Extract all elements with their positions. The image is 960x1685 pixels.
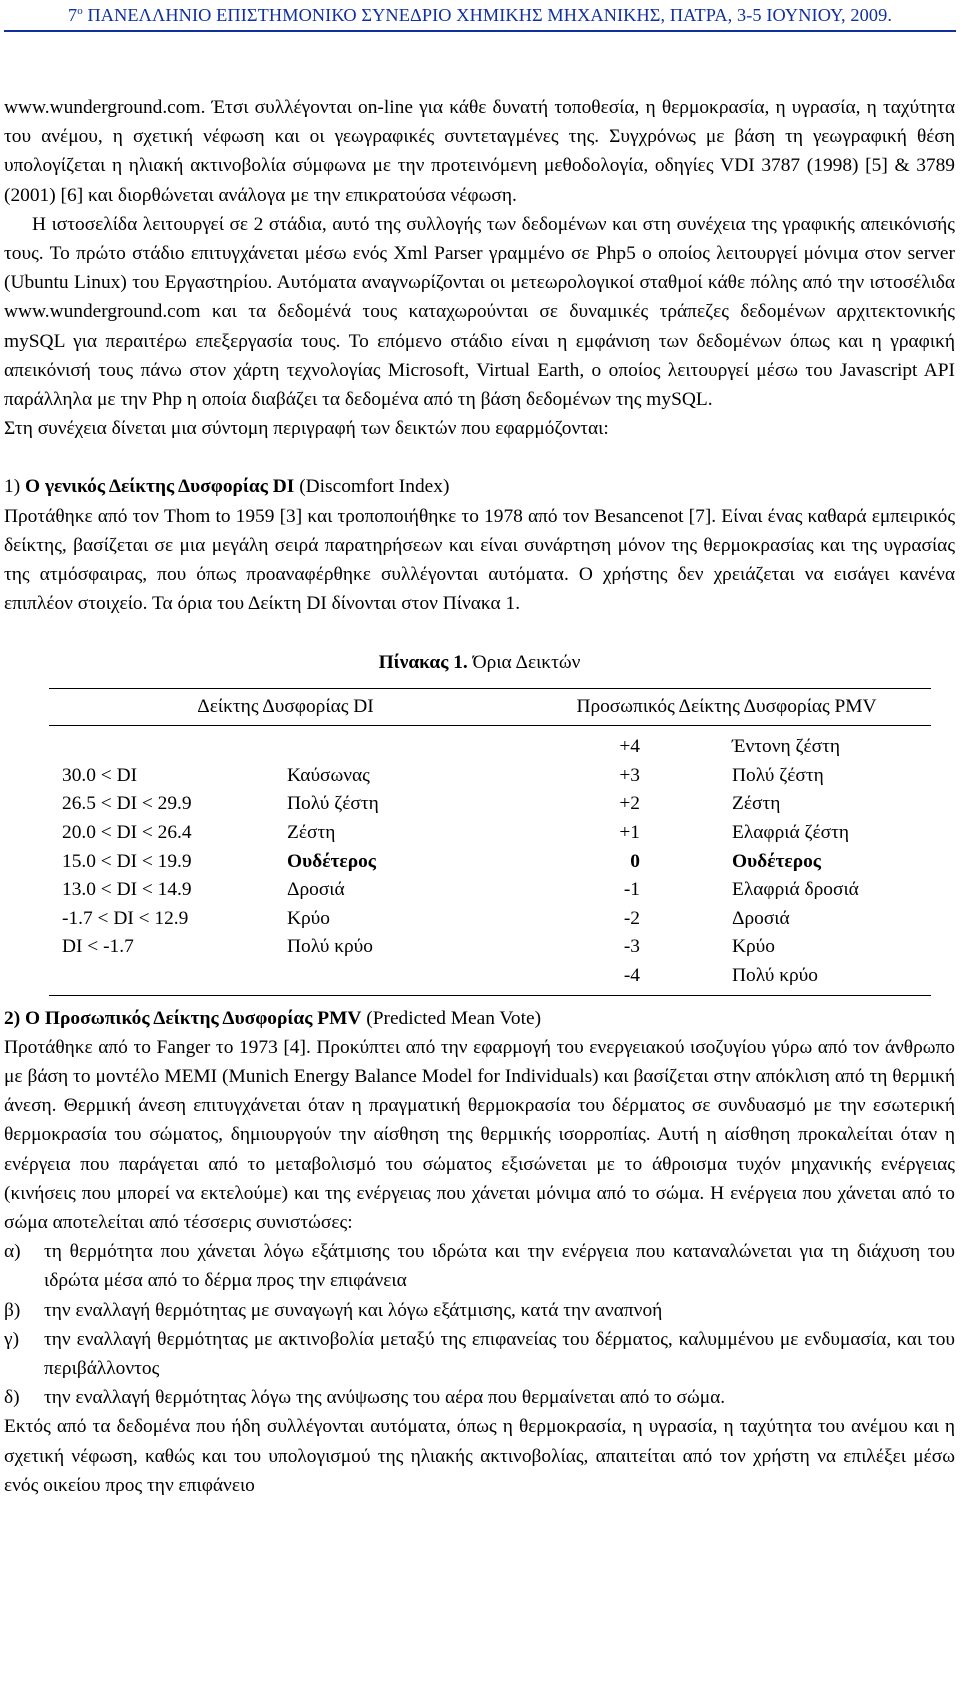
pmv-label-cell: Ελαφριά δροσιά: [732, 879, 859, 901]
section1-subtitle: (Discomfort Index): [299, 476, 450, 498]
section1-number: 1): [4, 476, 21, 498]
pmv-value-cell: -4: [522, 962, 640, 995]
index-limits-table: [49, 688, 931, 996]
di-range-cell: 15.0 < DI < 19.9: [62, 850, 192, 872]
pmv-value-cell: +3: [619, 764, 640, 786]
list-item-marker: α): [4, 1241, 21, 1263]
section2-body: Προτάθηκε από το Fanger το 1973 [4]. Προκύπτει από την εφαρμογή του ενεργειακού ισοζυγίου γύρω από τον άνθρωπο με βάση το μοντέλο MEMI (Munich Energy Balance Model for Individuals) και βασίζεται στην απόκλιση από τη θερμική άνεση. Θερμική άνεση επιτυγχάνεται όταν η πραγματική θερμοκρασία του δέρματος σε συνδυασμό με την εσωτερική θερμοκρασία του σώματος, δημιουργούν την αίσθηση της θερμικής ισορροπίας. Αυτή η αίσθηση προκαλείται όταν η ενέργεια που παράγεται από το μεταβολισμό του σώματος εξισώνεται με το άθροισμα τυχόν μηχανικής ενέργειας (κινήσεις που μπορεί να εκτελούμε) και της ενέργειας που χάνεται μόνιμα από το σώμα. Η ενέργεια που χάνεται από το σώμα αποτελείται από τέσσερις συνιστώσες:: [4, 1036, 955, 1234]
di-label-cell: [287, 962, 522, 995]
list-item: [4, 1383, 955, 1412]
list-item-text: την εναλλαγή θερμότητας με ακτινοβολία μεταξύ της επιφανείας του δέρματος, καλυμμένου με ενδυμασία, και του περιβάλλοντος: [44, 1328, 955, 1380]
running-header: [0, 0, 960, 30]
spacer: [4, 443, 955, 472]
header-conference: ΠΑΝΕΛΛΗΝΙΟ ΕΠΙΣΤΗΜΟΝΙΚΟ ΣΥΝΕΔΡΙΟ ΧΗΜΙΚΗΣ ΜΗΧΑΝΙΚΗΣ, ΠΑΤΡΑ, 3-5 ΙΟΥΝΙΟΥ, 2009.: [87, 5, 893, 25]
list-item-text: την εναλλαγή θερμότητας λόγω της ανύψωσης του αέρα που θερμαίνεται από το σώμα.: [44, 1387, 726, 1409]
header-ordinal: 7: [67, 5, 78, 25]
pmv-value-cell: -2: [623, 907, 640, 929]
list-item: [4, 1296, 955, 1325]
di-label-cell: [287, 726, 522, 762]
pmv-label-neutral: Ουδέτερος: [732, 850, 821, 872]
paragraph-intro: www.wunderground.com. Έτσι συλλέγονται on-line για κάθε δυνατή τοποθεσία, η θερμοκρασία, η υγρασία, η ταχύτητα του ανέμου, η σχετική νέφωση και οι γεωγραφικές συντεταγμένες της. Συγχρόνως με βάση τη γεωγραφική θέση υπολογίζεται η ηλιακή ακτινοβολία σύμφωνα με την προτεινόμενη μεθοδολογία, οδηγίες VDI 3787 (1998) [5] & 3789 (2001) [6] και διορθώνεται ανάλογα με την επικρατούσα νέφωση.: [4, 97, 955, 206]
pmv-label-cell: Ζέστη: [732, 793, 781, 815]
section2: [4, 1004, 955, 1500]
table-row: [49, 790, 931, 819]
table-row: [49, 819, 931, 848]
pmv-label-cell: Κρύο: [732, 936, 775, 958]
table-row: [49, 876, 931, 905]
paper-body: [4, 93, 955, 1500]
list-item: [4, 1237, 955, 1295]
di-range-cell: [49, 726, 287, 762]
pmv-label-cell: Ελαφριά ζέστη: [732, 822, 850, 844]
paragraph-indices-intro: Στη συνέχεια δίνεται μια σύντομη περιγραφή των δεικτών που εφαρμόζονται:: [4, 418, 609, 440]
pmv-value-cell: [522, 848, 640, 877]
section1-title: Ο γενικός Δείκτης Δυσφορίας DI: [25, 476, 295, 498]
section2-closing: Εκτός από τα δεδομένα που ήδη συλλέγονται αυτόματα, όπως η θερμοκρασία, η υγρασία, η ταχύτητα του ανέμου και η σχετική νέφωση, καθώς και του υπολογισμού της ηλιακής ακτινοβολίας, απαιτείται από τον χρήστη να επιλέξει μέσω ενός οικείου προς την επιφάνειο: [4, 1416, 955, 1496]
table-row: [49, 905, 931, 934]
pmv-value-cell: -1: [623, 879, 640, 901]
table-row: [49, 726, 931, 762]
table-row: [49, 933, 931, 962]
section2-title: 2) Ο Προσωπικός Δείκτης Δυσφορίας PMV: [4, 1007, 362, 1029]
header-ordinal-superscript: ο: [77, 4, 83, 17]
pmv-value-cell: -3: [623, 936, 640, 958]
pmv-label-cell: Έντονη ζέστη: [732, 736, 841, 758]
di-label-cell: Καύσωνας: [287, 764, 370, 786]
di-label-cell: Πολύ κρύο: [287, 936, 373, 958]
table-caption-text: Όρια Δεικτών: [472, 652, 581, 674]
table-header-pmv: Προσωπικός Δείκτης Δυσφορίας PMV: [522, 688, 931, 726]
section2-heading: [4, 1004, 955, 1033]
header-rule: [4, 30, 956, 32]
table-caption-label: Πίνακας 1.: [378, 652, 468, 674]
di-label-cell: Κρύο: [287, 907, 330, 929]
list-item: [4, 1325, 955, 1383]
pmv-label-cell: Πολύ κρύο: [640, 962, 931, 995]
list-item-marker: γ): [4, 1328, 20, 1350]
list-item-text: τη θερμότητα που χάνεται λόγω εξάτμισης του ιδρώτα και την ενέργεια που καταναλώνεται για τη διάχυση του ιδρώτα μέσα από το δέρμα προς την επιφάνεια: [44, 1241, 955, 1292]
paragraph-website: Η ιστοσελίδα λειτουργεί σε 2 στάδια, αυτό της συλλογής των δεδομένων και στη συνέχεια της γραφικής απεικόνισής τους. Το πρώτο στάδιο επιτυγχάνεται μέσω ενός Xml Parser γραμμένο σε Php5 ο οποίος λειτουργεί μόνιμα στον server (Ubuntu Linux) του Εργαστηρίου. Αυτόματα αναγνωρίζονται οι μετεωρολογικοί σταθμοί κάθε πόλης από την ιστοσέλιδα www.wunderground.com και τα δεδομένά τους καταχωρούνται σε δυναμικές τράπεζες δεδομένων αρχιτεκτονικής mySQL για περαιτέρω επεξεργασία τους. Το επόμενο στάδιο είναι η εμφάνιση των δεδομένων όπως και η γραφική απεικόνισή τους πάνω στον χάρτη τεχνολογίας Microsoft, Virtual Earth, ο οποίος λειτουργεί μέσω του Javascript API παράλληλα με την Php η οποία διαβάζει τα δεδομένα από τη βάση δεδομένων της mySQL.: [4, 213, 955, 411]
di-label-neutral: Ουδέτερος: [287, 850, 376, 872]
di-range-cell: -1.7 < DI < 12.9: [62, 907, 189, 929]
section2-subtitle: (Predicted Mean Vote): [366, 1007, 542, 1029]
pmv-label-cell: Δροσιά: [732, 907, 790, 929]
di-label-cell: Ζέστη: [287, 822, 336, 844]
di-range-cell: 26.5 < DI < 29.9: [62, 793, 192, 815]
table-caption: [4, 648, 955, 677]
list-item-marker: δ): [4, 1387, 20, 1409]
pmv-value-cell: +1: [619, 822, 640, 844]
di-label-cell: [287, 848, 522, 877]
energy-components-list: [4, 1237, 955, 1412]
di-label-cell: Πολύ ζέστη: [287, 793, 379, 815]
pmv-value-neutral: 0: [630, 850, 640, 872]
table-row-neutral: [49, 848, 931, 877]
section1-heading: [4, 472, 955, 501]
di-range-cell: [49, 962, 287, 995]
pmv-value-cell: +2: [619, 793, 640, 815]
di-range-cell: 13.0 < DI < 14.9: [62, 879, 192, 901]
pmv-label-cell: [640, 848, 931, 877]
di-range-cell: DI < -1.7: [62, 936, 134, 958]
table-header-row: [49, 688, 931, 726]
di-range-cell: 30.0 < DI: [62, 764, 138, 786]
table-row: [49, 962, 931, 995]
table-row: [49, 762, 931, 791]
pmv-value-cell: +4: [619, 736, 640, 758]
list-item-marker: β): [4, 1299, 21, 1321]
di-label-cell: Δροσιά: [287, 879, 345, 901]
pmv-label-cell: Πολύ ζέστη: [732, 764, 824, 786]
section1-body: Προτάθηκε από τον Thom to 1959 [3] και τροποποιήθηκε το 1978 από τον Besancenot [7]. Είναι ένας καθαρά εμπειρικός δείκτης, βασίζεται σε μια μεγάλη σειρά παρατηρήσεων και είναι συνάρτηση μόνον της θερμοκρασίας και της υγρασίας της ατμόσφαιρας, που όπως προαναφέρθηκε συλλέγονται αυτόματα. Ο χρήστης δεν χρειάζεται να εισάγει κανένα επιπλέον στοιχείο. Τα όρια του Δείκτη DI δίνονται στον Πίνακα 1.: [4, 505, 955, 615]
di-range-cell: 20.0 < DI < 26.4: [62, 822, 192, 844]
list-item-text: την εναλλαγή θερμότητας με συναγωγή και λόγω εξάτμισης, κατά την αναπνοή: [44, 1299, 663, 1321]
table-header-di: Δείκτης Δυσφορίας DI: [49, 688, 522, 726]
